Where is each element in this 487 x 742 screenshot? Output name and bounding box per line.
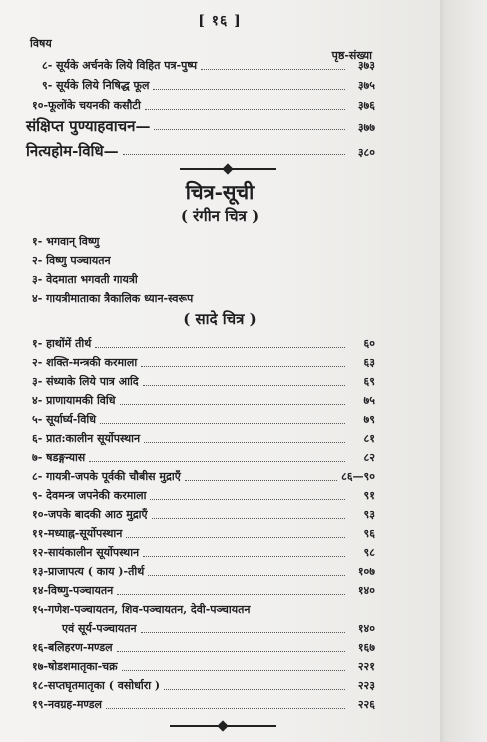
- dot-leader: [148, 574, 345, 576]
- toc-row: [32, 450, 375, 465]
- toc-row: [62, 621, 375, 636]
- toc-title: ८- सूर्यके अर्चनके लिये विहित पत्र-पुष्प: [42, 59, 198, 72]
- toc-row: [32, 98, 375, 113]
- toc-page: १४०: [357, 622, 375, 635]
- dot-leader: [122, 669, 345, 671]
- toc-page: ३७६: [357, 99, 375, 112]
- toc-page: १४०: [357, 584, 375, 597]
- rangeen-heading: ( रंगीन चित्र ): [180, 207, 260, 225]
- dot-leader: [117, 650, 345, 652]
- toc-title: १०-फूलोंके चयनकी कसौटी: [32, 99, 141, 112]
- toc-title: १५-गणेश-पञ्चायतन, शिव-पञ्चायतन, देवी-पञ्चायतन: [32, 603, 251, 616]
- dot-leader: [120, 403, 345, 405]
- toc-title: १९-नवग्रह-मण्डल: [32, 698, 102, 711]
- toc-title: ५- सूर्यार्घ्य-विधि: [32, 413, 96, 426]
- toc-title: ११-मध्याह्न-सूर्योपस्थान: [32, 527, 123, 540]
- dot-leader: [144, 441, 345, 443]
- dot-leader: [123, 153, 345, 155]
- ornamental-divider: [170, 725, 276, 727]
- ornamental-divider: [180, 168, 276, 170]
- toc-title: २- शक्ति-मन्त्रकी करमाला: [32, 356, 138, 369]
- toc-page: ३७३: [357, 59, 375, 72]
- toc-title: ३- संध्याके लिये पात्र आदि: [32, 375, 139, 388]
- toc-page: ३८०: [357, 146, 375, 159]
- toc-page: ९३: [363, 508, 375, 521]
- toc-title: नित्यहोम-विधि—: [26, 142, 119, 160]
- toc-row: [32, 564, 375, 579]
- toc-title: १- हाथोंमें तीर्थ: [32, 337, 92, 350]
- toc-row: [32, 355, 375, 370]
- toc-page: ६३: [363, 356, 375, 369]
- toc-row: [32, 412, 375, 427]
- toc-page: ९६: [363, 527, 375, 540]
- toc-row: [32, 678, 375, 693]
- toc-title: ४- प्राणायामकी विधि: [32, 394, 116, 407]
- toc-title: १३-प्राजापत्य ( काय )-तीर्थ: [32, 565, 145, 578]
- toc-page: ९१: [363, 489, 375, 502]
- toc-title: १६-बलिहरण-मण्डल: [32, 641, 113, 654]
- dot-leader: [126, 536, 345, 538]
- dot-leader: [143, 384, 345, 386]
- toc-page: ७९: [363, 413, 375, 426]
- toc-row: [32, 545, 375, 560]
- adjacent-page-edge: [436, 0, 487, 742]
- toc-row: [32, 697, 375, 712]
- dot-leader: [89, 460, 345, 462]
- toc-row: [32, 583, 375, 598]
- toc-title: ६- प्रात:कालीन सूर्योपस्थान: [32, 432, 141, 445]
- toc-page: २२३: [357, 679, 375, 692]
- dot-leader: [100, 422, 345, 424]
- toc-row: [32, 640, 375, 655]
- toc-row: [32, 431, 375, 446]
- toc-page: २२६: [357, 698, 375, 711]
- toc-page: ९८: [363, 546, 375, 559]
- toc-row: [32, 336, 375, 351]
- rangeen-item: १- भगवान् विष्णु: [32, 235, 100, 248]
- toc-title: एवं सूर्य-पञ्चायतन: [62, 622, 137, 635]
- saade-heading: ( सादे चित्र ): [183, 310, 257, 328]
- dot-leader: [143, 555, 345, 557]
- toc-title: संक्षिप्त पुण्याहवाचन—: [26, 117, 151, 135]
- page-number: [ १६ ]: [198, 13, 242, 29]
- chitra-suchi-heading: चित्र-सूची: [185, 180, 255, 204]
- dot-leader: [117, 593, 345, 595]
- rangeen-item: ४- गायत्रीमाताका त्रैकालिक ध्यान-स्वरूप: [32, 292, 194, 305]
- dot-leader: [164, 688, 345, 690]
- toc-page: ६०: [363, 337, 375, 350]
- dot-leader: [106, 707, 345, 709]
- toc-row: [32, 488, 375, 503]
- toc-title: १०-जपके बादकी आठ मुद्राएँ: [32, 508, 148, 521]
- dot-leader: [185, 479, 337, 481]
- toc-row: [42, 58, 375, 73]
- toc-title: ८- गायत्री-जपके पूर्वकी चौबीस मुद्राएँ: [32, 470, 181, 483]
- rangeen-item: ३- वेदमाता भगवती गायत्री: [32, 273, 138, 286]
- toc-page: ८२: [363, 451, 375, 464]
- toc-page: ७५: [363, 394, 375, 407]
- toc-page: १६७: [357, 641, 375, 654]
- dot-leader: [154, 128, 345, 130]
- toc-page: २२१: [357, 660, 375, 673]
- toc-row-major: [26, 116, 375, 136]
- toc-title: १२-सायंकालीन सूर्योपस्थान: [32, 546, 140, 559]
- toc-page: ६९: [363, 375, 375, 388]
- dot-leader: [95, 346, 345, 348]
- toc-page: १०७: [357, 565, 375, 578]
- toc-row: [32, 393, 375, 408]
- dot-leader: [141, 631, 345, 633]
- dot-leader: [150, 498, 345, 500]
- rangeen-item: २- विष्णु पञ्चायतन: [32, 254, 111, 267]
- toc-row: [32, 507, 375, 522]
- toc-title: ९- सूर्यके लिये निषिद्ध फूल: [42, 79, 150, 92]
- toc-page: ३७७: [357, 121, 375, 134]
- dot-leader: [201, 68, 345, 70]
- toc-page: ८६—९०: [341, 470, 375, 483]
- dot-leader: [141, 365, 345, 367]
- toc-page: ३७५: [357, 79, 375, 92]
- dot-leader: [145, 108, 345, 110]
- toc-row: [32, 469, 375, 484]
- subject-header: विषय: [30, 37, 52, 50]
- toc-title: ९- देवमन्त्र जपनेकी करमाला: [32, 489, 147, 502]
- toc-row-major: [26, 141, 375, 161]
- dot-leader: [152, 517, 345, 519]
- toc-title: १४-विष्णु-पञ्चायतन: [32, 584, 114, 597]
- toc-title: ७- षडङ्गन्यास: [32, 451, 86, 464]
- toc-title: १८-सप्तघृतमातृका ( वसोर्धारा ): [32, 679, 161, 692]
- toc-row: [32, 374, 375, 389]
- page-count-header: पृष्ठ-संख्या: [331, 49, 372, 62]
- dot-leader: [153, 88, 345, 90]
- toc-row: [32, 526, 375, 541]
- toc-row: [42, 78, 375, 93]
- toc-page: ८१: [363, 432, 375, 445]
- toc-title: १७-षोडशमातृका-चक्र: [32, 660, 118, 673]
- toc-row: [32, 659, 375, 674]
